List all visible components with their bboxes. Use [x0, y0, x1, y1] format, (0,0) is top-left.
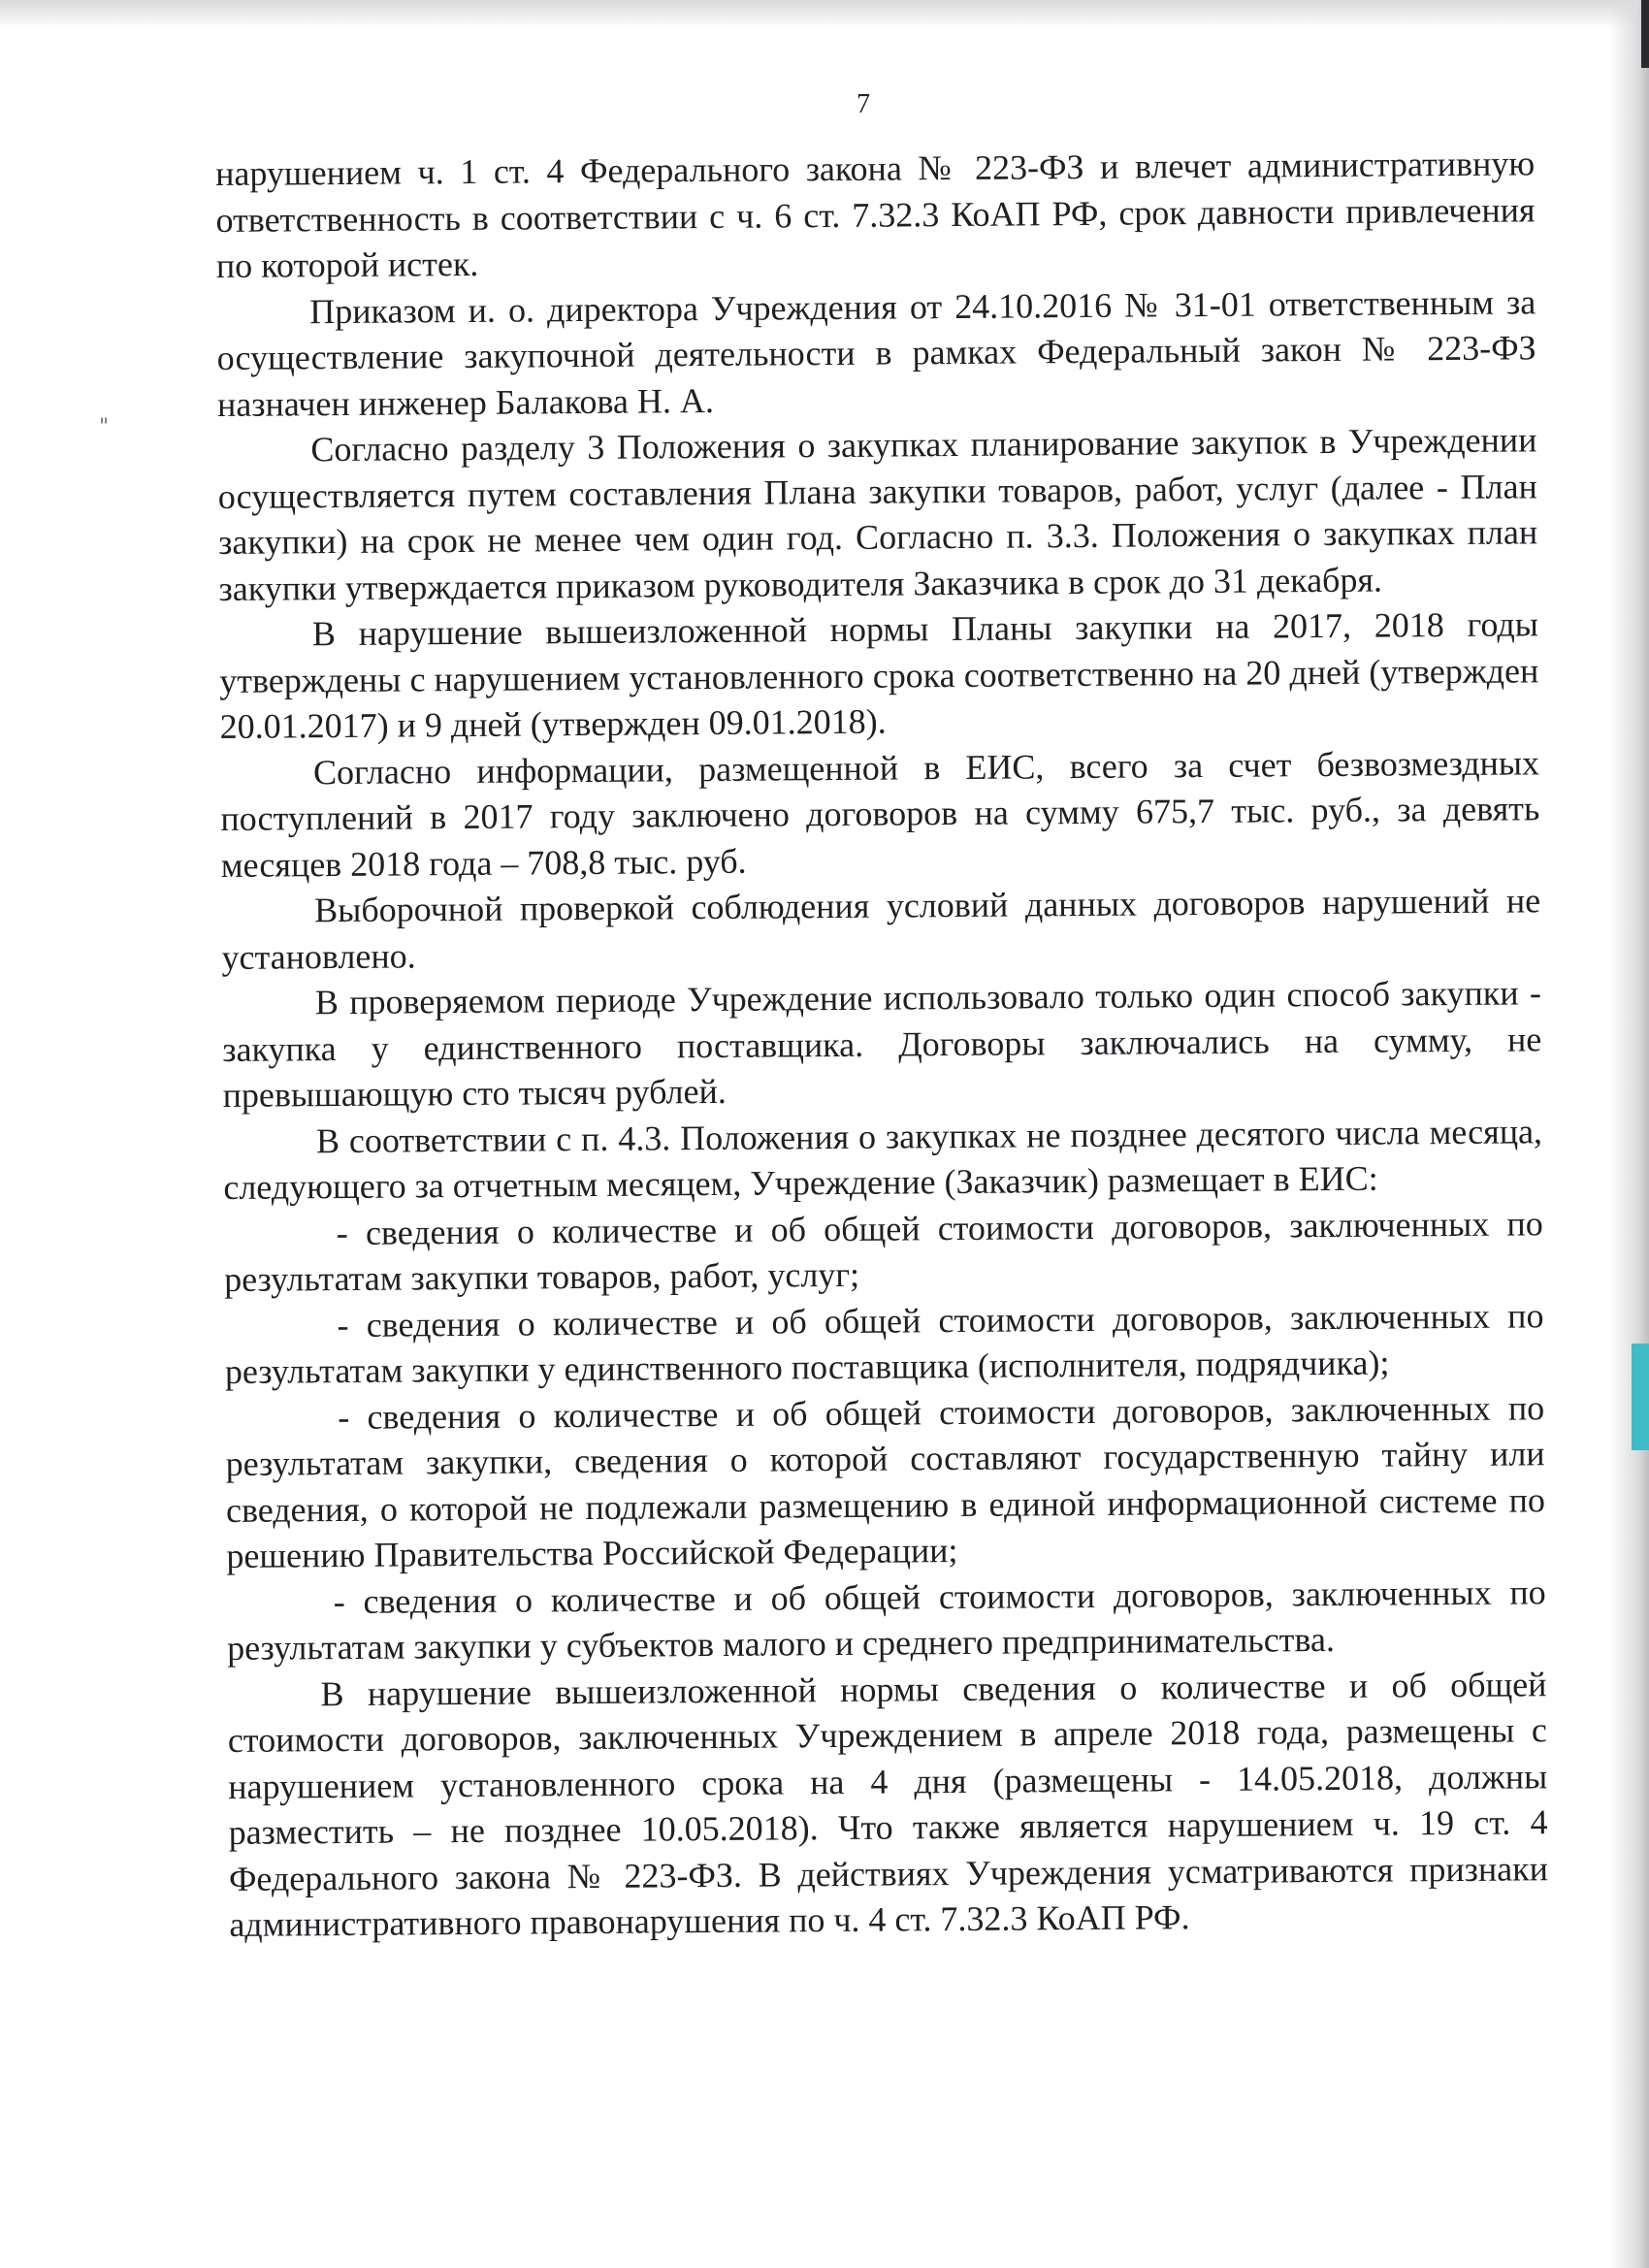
document-body: [215, 141, 1549, 1948]
paragraph-plan-approval-violation: В нарушение вышеизложенной нормы Планы закупки на 2017, 2018 годы утверждены с нарушением установленного срока соответственно на 20 дней (утвержден 20.01.2017) и 9 дней (утвержден 09.01.2018).: [219, 604, 1539, 746]
list-item: - сведения о количестве и об общей стоимости договоров, заключенных по результатам закупки у единственного поставщика (исполнителя, подрядчика);: [224, 1295, 1544, 1391]
paragraph-selective-check: Выборочной проверкой соблюдения условий данных договоров нарушений не установлено.: [221, 881, 1541, 977]
paragraph-reporting-requirement: В соответствии с п. 4.3. Положения о закупках не позднее десятого числа месяца, следующего за отчетным месяцем, Учреждение (Заказчик) размещает в ЕИС:: [223, 1111, 1543, 1207]
paragraph-procurement-planning: Согласно разделу 3 Положения о закупках планирование закупок в Учреждении осуществляется путем составления Плана закупки товаров, работ, услуг (далее - План закупки) на срок не менее чем один год. Согласно п. 3.3. Положения о закупках план закупки утверждается приказом руководителя Заказчика в срок до 31 декабря.: [217, 420, 1538, 608]
paragraph-eis-contracts: Согласно информации, размещенной в ЕИС, всего за счет безвозмездных поступлений в 2017 году заключено договоров на сумму 675,7 тыс. руб., за девять месяцев 2018 года – 708,8 тыс. руб.: [220, 742, 1540, 885]
list-item: - сведения о количестве и об общей стоимости договоров, заключенных по результатам закупки у субъектов малого и среднего предпринимательства.: [226, 1571, 1546, 1668]
list-item: - сведения о количестве и об общей стоимости договоров, заключенных по результатам закупки товаров, работ, услуг;: [223, 1203, 1543, 1299]
scan-dark-corner: [1641, 0, 1649, 68]
scan-shadow-top: [0, 0, 1649, 29]
paragraph-single-supplier: В проверяемом периоде Учреждение использовало только один способ закупки - закупка у единственного поставщика. Договоры заключались на сумму, не превышающую сто тысяч рублей.: [222, 973, 1542, 1115]
paragraph-reporting-violation: В нарушение вышеизложенной нормы сведения о количестве и об общей стоимости договоров, заключенных Учреждением в апреле 2018 года, размещены с нарушением установленного срока на 4 дня (размещены - 14.05.2018, должны разместить – не позднее 10.05.2018). Что также является нарушением ч. 19 ст. 4 Федерального закона № 223-ФЗ. В действиях Учреждения усматриваются признаки административного правонарушения по ч. 4 ст. 7.32.3 КоАП РФ.: [227, 1664, 1549, 1944]
page-number: 7: [857, 89, 870, 119]
list-item: - сведения о количестве и об общей стоимости договоров, заключенных по результатам закупки, сведения о которой составляют государственную тайну или сведения, о которой не подлежали размещению в единой информационной системе по решению Правительства Российской Федерации;: [225, 1387, 1546, 1575]
paragraph-violation-continued: нарушением ч. 1 ст. 4 Федерального закона № 223-ФЗ и влечет административную ответственность в соответствии с ч. 6 ст. 7.32.3 КоАП РФ, срок давности привлечения по которой истек.: [215, 144, 1536, 285]
binder-tab-marker: [1632, 1344, 1649, 1450]
scan-page-edge: [1610, 0, 1649, 2268]
paragraph-order-responsible: Приказом и. о. директора Учреждения от 24.10.2016 № 31-01 ответственным за осуществление закупочной деятельности в рамках Федеральный закон № 223-ФЗ назначен инженер Балакова Н. А.: [216, 281, 1536, 424]
margin-mark: ": [99, 415, 108, 439]
